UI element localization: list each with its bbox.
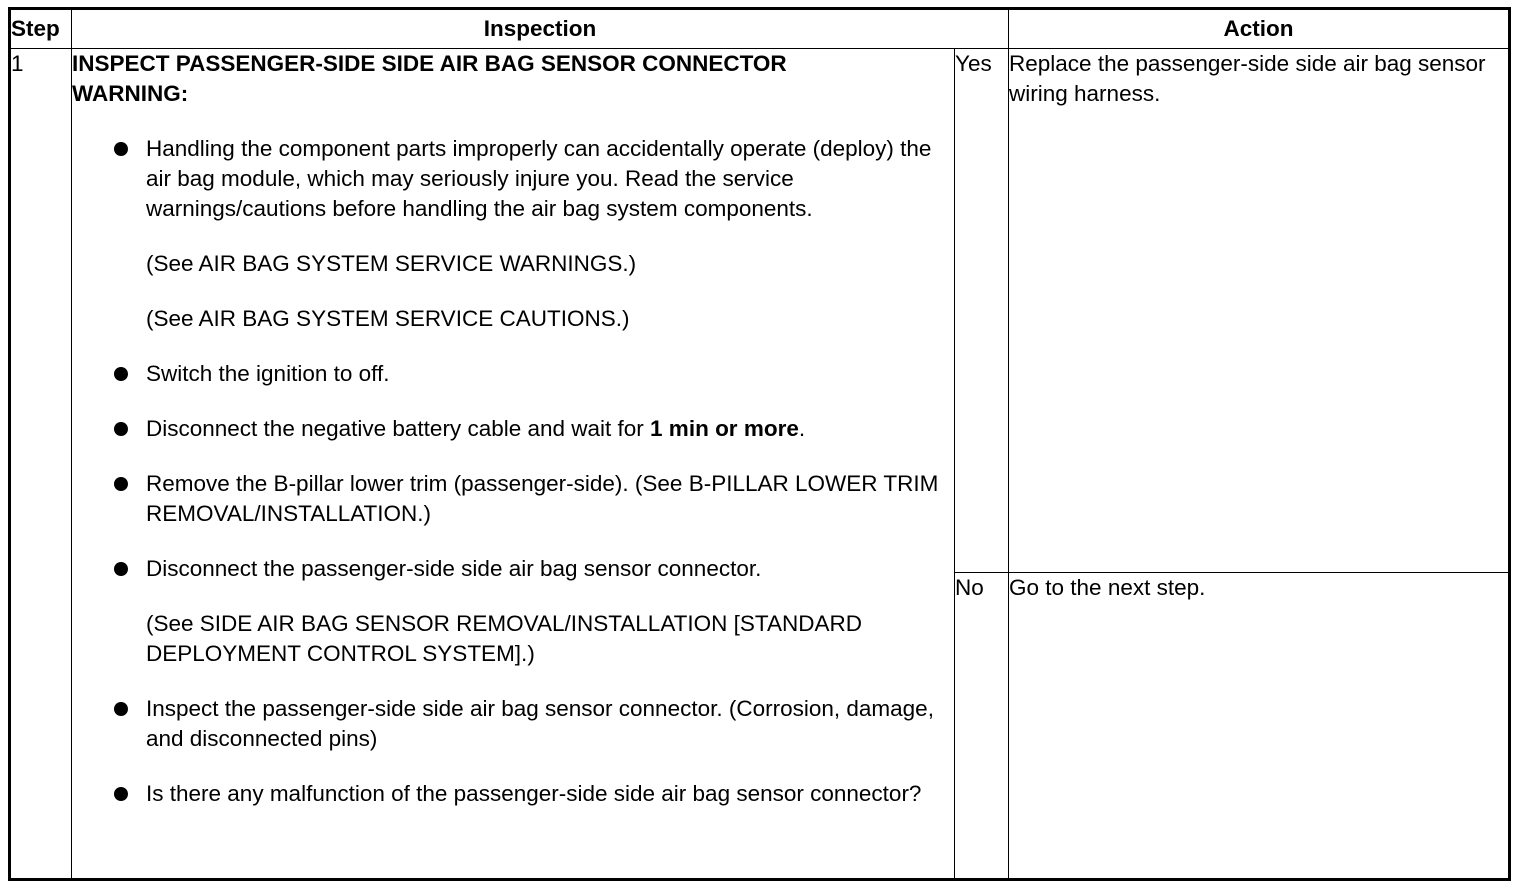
bullet-icon	[114, 477, 128, 491]
wait-duration: 1 min or more	[650, 416, 799, 441]
list-item	[72, 359, 954, 389]
list-item-reference: (See AIR BAG SYSTEM SERVICE CAUTIONS.)	[146, 306, 630, 331]
list-item-reference: (See SIDE AIR BAG SENSOR REMOVAL/INSTALLATION [STANDARD DEPLOYMENT CONTROL SYSTEM].)	[146, 611, 863, 666]
warning-label: WARNING:	[72, 81, 189, 106]
list-item-text: Remove the B-pillar lower trim (passenger-side). (See B-PILLAR LOWER TRIM REMOVAL/INSTALLATION.)	[146, 471, 939, 526]
list-item-text: Is there any malfunction of the passenger-side side air bag sensor connector?	[146, 781, 922, 806]
bullet-icon	[114, 702, 128, 716]
bullet-icon	[114, 422, 128, 436]
list-item-reference: (See AIR BAG SYSTEM SERVICE WARNINGS.)	[146, 251, 637, 276]
list-item	[72, 469, 954, 529]
table-header-row	[10, 9, 1510, 49]
no-action: Go to the next step.	[1009, 573, 1510, 880]
list-item	[72, 694, 954, 754]
list-item-text-end: .	[798, 416, 806, 441]
table-row-yes	[10, 49, 1510, 573]
header-action: Action	[1009, 9, 1510, 49]
bullet-icon	[114, 562, 128, 576]
bullet-icon	[114, 367, 128, 381]
header-inspection: Inspection	[72, 9, 1009, 49]
list-item-text: Disconnect the passenger-side side air bag sensor connector.	[146, 556, 762, 581]
list-item-text: Switch the ignition to off.	[146, 361, 390, 386]
yes-label: Yes	[955, 49, 1009, 573]
list-item	[72, 554, 954, 669]
bullet-icon	[114, 142, 128, 156]
inspection-steps-list	[72, 134, 954, 809]
yes-action: Replace the passenger-side side air bag sensor wiring harness.	[1009, 49, 1510, 573]
bullet-icon	[114, 787, 128, 801]
inspection-title: INSPECT PASSENGER-SIDE SIDE AIR BAG SENSOR CONNECTOR	[72, 51, 787, 76]
list-item-text	[146, 414, 954, 444]
no-label: No	[955, 573, 1009, 880]
inspection-cell	[72, 49, 955, 880]
header-step: Step	[10, 9, 72, 49]
list-item-text: Handling the component parts improperly can accidentally operate (deploy) the air bag module, which may seriously injure you. Read the service warnings/cautions before handling the air bag system components.	[146, 136, 932, 221]
list-item	[72, 779, 954, 809]
list-item	[72, 134, 954, 334]
step-number: 1	[10, 49, 72, 880]
list-item-text: Inspect the passenger-side side air bag sensor connector. (Corrosion, damage, and disconnected pins)	[146, 696, 934, 751]
diagnostic-procedure-table	[8, 7, 1511, 881]
list-item	[72, 414, 954, 444]
list-item-text-start: Disconnect the negative battery cable and wait for	[146, 416, 651, 441]
